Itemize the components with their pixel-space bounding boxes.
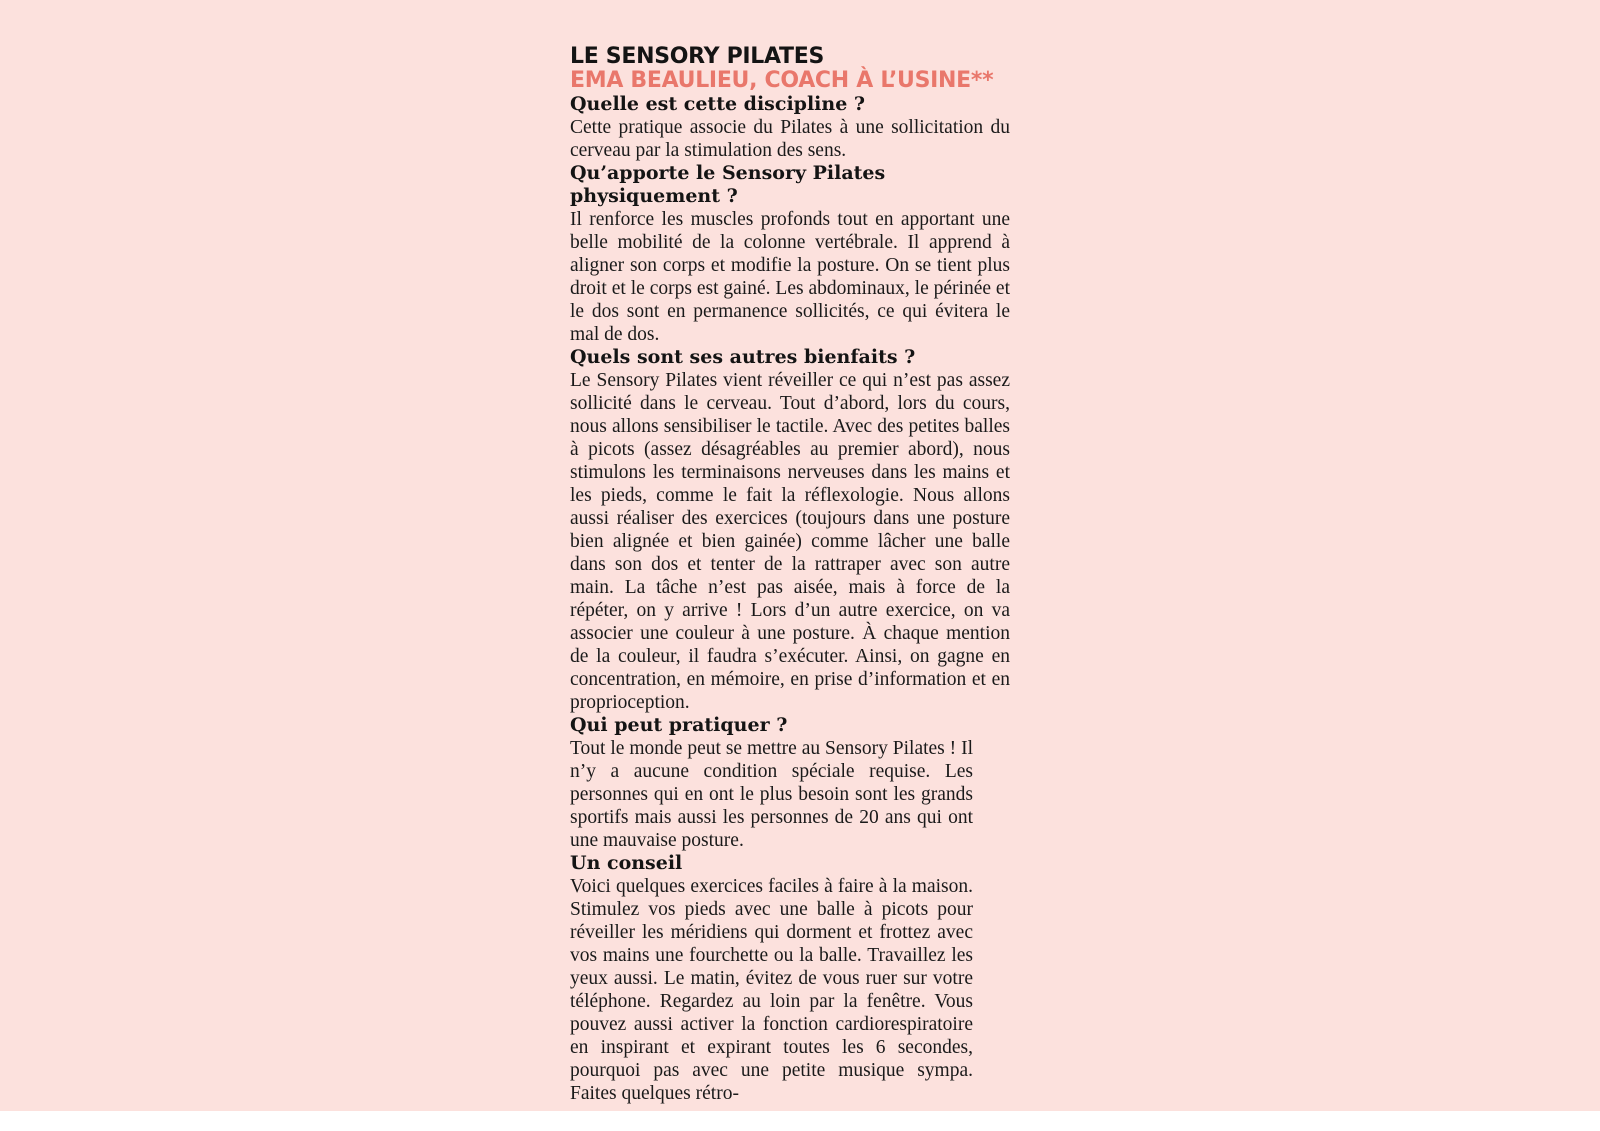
section-answer-advice: Voici quelques exercices faciles à faire à la maison. Stimulez vos pieds avec une balle à picots pour réveiller les méridiens qui dorment et frottez avec vos mains une fourchette ou la balle. Travaillez les yeux aussi. Le matin, évitez de vous ruer sur votre téléphone. Regardez au loin par la fenêtre. Vous pouvez aussi activer la fonction cardiorespiratoire en inspirant et expirant toutes les 6 secondes, pourquoi pas avec une petite musique sympa. Faites quelques rétro- (570, 876, 973, 1104)
section-question-benefits: Quels sont ses autres bienfaits ? (570, 346, 916, 368)
page-bottom-edge (0, 1111, 1600, 1131)
section-question-discipline: Quelle est cette discipline ? (570, 93, 866, 115)
section-answer-physical: Il renforce les muscles profonds tout en apportant une belle mobilité de la colonne vertébrale. Il apprend à aligner son corps et modifie la posture. On se tient plus droit et le corps est gainé. Les abdominaux, le périnée et le dos sont en permanence sollicités, ce qui évitera le mal de dos. (570, 209, 1010, 345)
article-byline: EMA BEAULIEU, COACH À L’USINE** (570, 68, 994, 93)
section-answer-who: Tout le monde peut se mettre au Sensory Pilates ! Il n’y a aucune condition spéciale requise. Les personnes qui en ont le plus besoin sont les grands sportifs mais aussi les personnes de 20 ans qui ont une mauvaise posture. (570, 738, 973, 851)
section-question-physical: Qu’apporte le Sensory Pilates physiquement ? (570, 162, 886, 207)
section-question-who: Qui peut pratiquer ? (570, 714, 788, 736)
article-headline: LE SENSORY PILATES (570, 44, 824, 69)
section-question-advice: Un conseil (570, 852, 683, 874)
article (570, 45, 1010, 1105)
section-answer-discipline: Cette pratique associe du Pilates à une sollicitation du cerveau par la stimulation des sens. (570, 117, 1010, 161)
section-answer-benefits: Le Sensory Pilates vient réveiller ce qui n’est pas assez sollicité dans le cerveau. Tout d’abord, lors du cours, nous allons sensibiliser le tactile. Avec des petites balles à picots (assez désagréables au premier abord), nous stimulons les terminaisons nerveuses dans les mains et les pieds, comme le fait la réflexologie. Nous allons aussi réaliser des exercices (toujours dans une posture bien alignée et bien gainée) comme lâcher une balle dans son dos et tenter de la rattraper avec son autre main. La tâche n’est pas aisée, mais à force de la répéter, on y arrive ! Lors d’un autre exercice, on va associer une couleur à une posture. À chaque mention de la couleur, il faudra s’exécuter. Ainsi, on gagne en concentration, en mémoire, en prise d’information et en proprioception. (570, 370, 1010, 713)
